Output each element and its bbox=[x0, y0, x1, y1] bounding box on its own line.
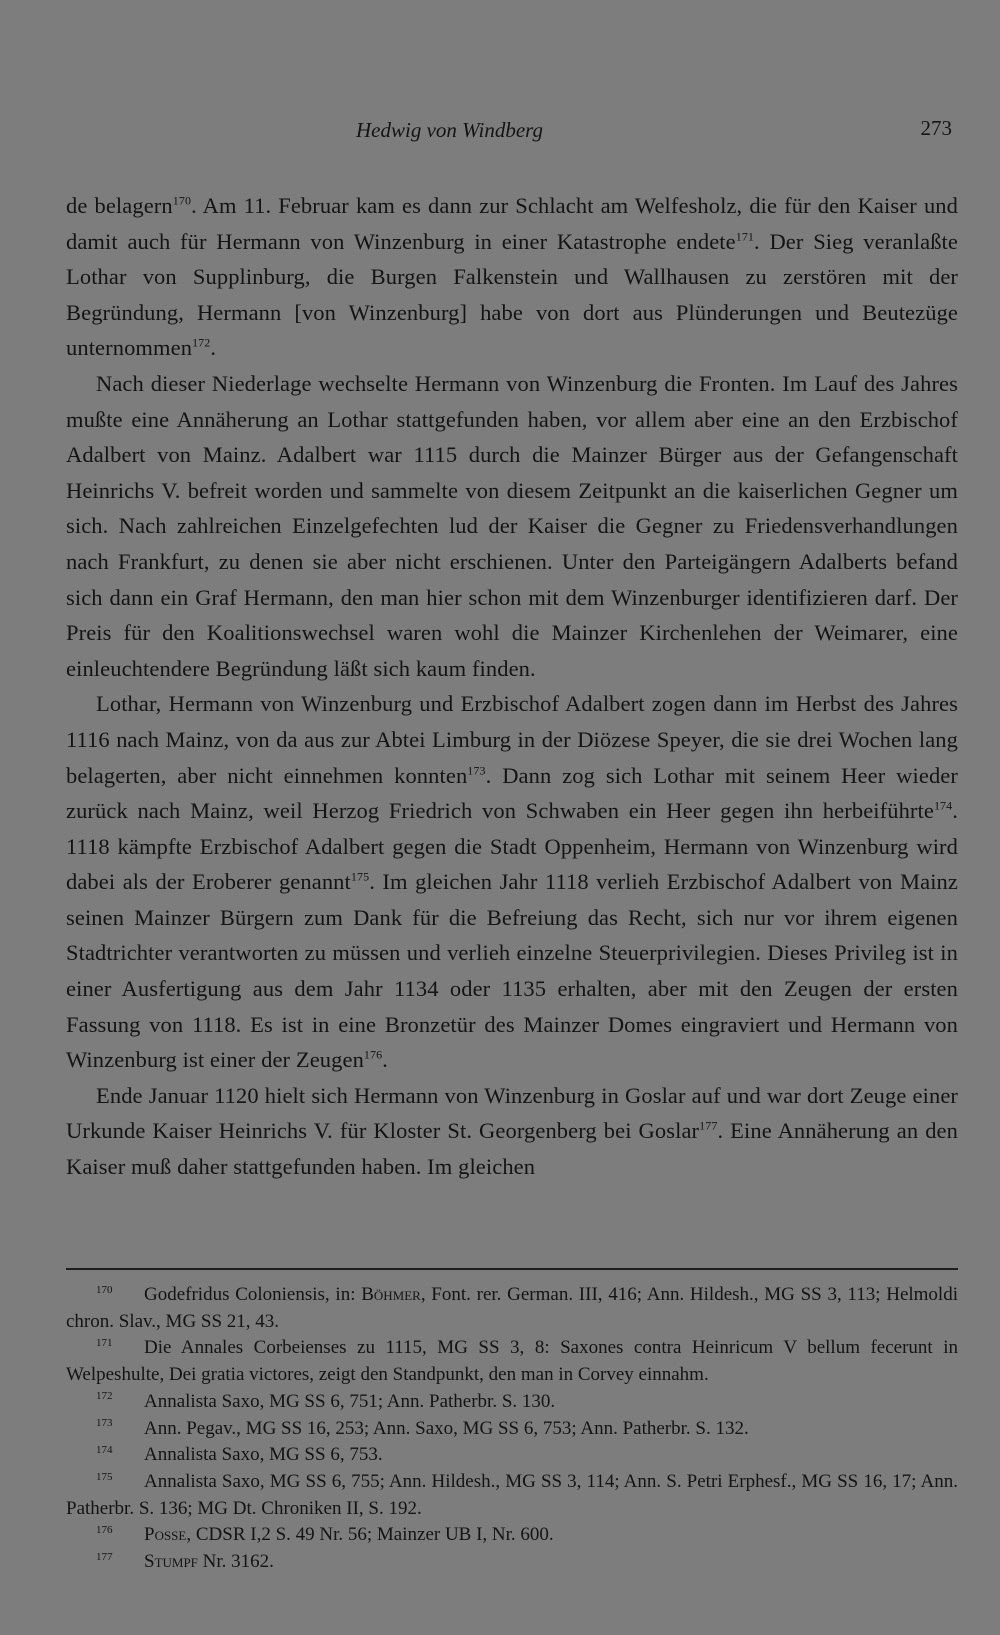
page-number: 273 bbox=[920, 116, 952, 140]
text-span: . Am 11. Februar kam es dann zur Schlacht am Welfesholz, die für den Kaiser und damit auch für Hermann von Winzenburg in einer Katastrophe endete bbox=[66, 193, 958, 254]
text-span: . Eine Annäherung an den Kaiser muß daher stattgefunden haben. Im gleichen bbox=[66, 1118, 958, 1180]
footnote-177: 177 Stumpf Nr. 3162. bbox=[96, 1550, 274, 1573]
footnote-174: 174 Annalista Saxo, MG SS 6, 753. bbox=[96, 1443, 383, 1466]
footnote-176: 176 Posse, CDSR I,2 S. 49 Nr. 56; Mainzer UB I, Nr. 600. bbox=[96, 1524, 554, 1546]
footnote-text: Annalista Saxo, MG SS 6, 755; Ann. Hildesh., MG SS 3, 114; Ann. S. Petri Erphesf., MG SS 16, 17; Ann. Patherbr. S. 136; MG Dt. Chroniken II, S. 192. bbox=[66, 1470, 958, 1519]
footnote-text: Die Annales Corbeienses zu 1115, MG SS 3, 8: Saxones contra Heinricum V bellum fecerunt in Welpeshulte, Dei gratia victores, zeigt den Standpunkt, den man in Corvey einnahm. bbox=[66, 1337, 958, 1386]
footnote-ref: 173 bbox=[467, 763, 486, 777]
text-span: Nach dieser Niederlage wechselte Hermann von Winzenburg die Fronten. Im Lauf des Jahres mußte eine Annäherung an Lothar stattgefunden haben, vor allem aber eine an den Erzbischof Adalbert von Mainz. Adalbert war 1115 durch die Mainzer Bürger aus der Gefangenschaft Heinrichs V. befreit worden und sammelte von diesem Zeitpunkt an die kaiserlichen Gegner um sich. Nach zahlreichen Einzelgefechten lud der Kaiser die Gegner zu Friedensverhandlungen nach Frankfurt, zu denen sie aber nicht erschienen. Unter den Parteigängern Adalberts befand sich dann ein Graf Hermann, den man hier schon mit dem Winzenburger identifizieren darf. Der Preis für den Koalitionswechsel waren wohl die Mainzer Kirchenlehen der Weimarer, eine einleuchtendere Begründung läßt sich kaum finden. bbox=[66, 370, 958, 681]
footnote-172: 172 Annalista Saxo, MG SS 6, 751; Ann. Patherbr. S. 130. bbox=[96, 1390, 556, 1412]
text-span: . Dann zog sich Lothar mit seinem Heer wieder zurück nach Mainz, weil Herzog Friedrich von Schwaben ein Heer gegen ihn herbeiführte bbox=[66, 762, 958, 824]
footnotes bbox=[66, 1282, 958, 1576]
text-span: . 1118 kämpfte Erzbischof Adalbert gegen die Stadt Oppenheim, Hermann von Winzenburg wird dabei als der Eroberer genannt bbox=[66, 798, 958, 895]
body-text bbox=[66, 188, 958, 1185]
footnote-170: 170 Godefridus Coloniensis, in: Böhmer, Font. rer. German. III, 416; Ann. Hildesh., MG SS 3, 113; Helmoldi chron. Slav., MG SS 21, 43. bbox=[66, 1283, 958, 1332]
footnote-175: 175 Annalista Saxo, MG SS 6, 755; Ann. Hildesh., MG SS 3, 114; Ann. S. Petri Erphesf., MG SS 16, 17; Ann. Patherbr. S. 136; MG Dt. Chroniken II, S. 192. bbox=[66, 1470, 958, 1519]
text-span: Ende Januar 1120 hielt sich Hermann von Winzenburg in Goslar auf und war dort Zeuge einer Urkunde Kaiser Heinrichs V. für Kloster St. Georgenberg bei Goslar bbox=[66, 1082, 958, 1144]
footnote-ref: 175 bbox=[350, 869, 370, 884]
text-span: . bbox=[382, 1047, 388, 1073]
paragraph-4 bbox=[66, 1078, 958, 1185]
footnote-text: Godefridus Coloniensis, in: bbox=[144, 1284, 362, 1305]
footnote-ref: 171 bbox=[735, 229, 755, 244]
footnote-text: , Font. rer. German. III, 416; Ann. Hildesh., MG SS 3, 113; Helmoldi chron. Slav., MG SS 21, 43. bbox=[66, 1284, 958, 1332]
running-title: Hedwig von Windberg bbox=[356, 118, 544, 142]
page-header bbox=[66, 118, 958, 150]
footnote-ref: 172 bbox=[192, 335, 211, 350]
footnote-173: 173 Ann. Pegav., MG SS 16, 253; Ann. Saxo, MG SS 6, 753; Ann. Patherbr. S. 132. bbox=[96, 1417, 749, 1439]
footnote-ref: 170 bbox=[172, 193, 192, 208]
footnote-text: Ann. Pegav., MG SS 16, 253; Ann. Saxo, MG SS 6, 753; Ann. Patherbr. S. 132. bbox=[144, 1417, 749, 1439]
text-span: de belagern bbox=[66, 193, 173, 218]
footnote-author: Posse bbox=[144, 1524, 187, 1546]
footnote-ref: 177 bbox=[699, 1118, 718, 1133]
footnote-text: Annalista Saxo, MG SS 6, 753. bbox=[144, 1444, 383, 1466]
paragraph-2 bbox=[66, 366, 958, 686]
text-span: Lothar, Hermann von Winzenburg und Erzbischof Adalbert zogen dann im Herbst des Jahres 1116 nach Mainz, von da aus zur Abtei Limburg in der Diözese Speyer, die sie drei Wochen lang belagerten, aber nicht einnehmen konnten bbox=[66, 691, 958, 788]
paragraph-3 bbox=[66, 686, 958, 1078]
footnote-ref: 176 bbox=[363, 1047, 383, 1062]
footnote-author: Stumpf bbox=[144, 1551, 198, 1573]
text-span: . Der Sieg veranlaßte Lothar von Supplinburg, die Burgen Falkenstein und Wallhausen zu zerstören mit der Begründung, Hermann [von Winzenburg] habe von dort aus Plünderungen und Beutezüge unternommen bbox=[66, 228, 958, 361]
text-span: . bbox=[210, 335, 217, 361]
footnote-text: Nr. 3162. bbox=[197, 1551, 274, 1573]
footnote-ref: 174 bbox=[933, 798, 953, 813]
footnote-author: Böhmer bbox=[361, 1284, 421, 1305]
footnote-171: 171 Die Annales Corbeienses zu 1115, MG SS 3, 8: Saxones contra Heinricum V bellum fecerunt in Welpeshulte, Dei gratia victores, zeigt den Standpunkt, den man in Corvey einnahm. bbox=[66, 1337, 958, 1386]
footnote-text: , CDSR I,2 S. 49 Nr. 56; Mainzer UB I, Nr. 600. bbox=[186, 1524, 554, 1546]
footnote-separator bbox=[66, 1268, 958, 1270]
text-span: . Im gleichen Jahr 1118 verlieh Erzbischof Adalbert von Mainz seinen Mainzer Bürgern zum Dank für die Befreiung das Recht, sich nur vor ihrem eigenen Stadtrichter verantworten zu müssen und verlieh einzelne Steuerprivilegien. Dieses Privileg ist in einer Ausfertigung aus dem Jahr 1134 oder 1135 erhalten, aber mit den Zeugen der ersten Fassung von 1118. Es ist in eine Bronzetür des Mainzer Domes eingraviert und Hermann von Winzenburg ist einer der Zeugen bbox=[66, 869, 958, 1073]
paragraph-1 bbox=[66, 188, 958, 366]
footnote-text: Annalista Saxo, MG SS 6, 751; Ann. Patherbr. S. 130. bbox=[144, 1390, 556, 1412]
